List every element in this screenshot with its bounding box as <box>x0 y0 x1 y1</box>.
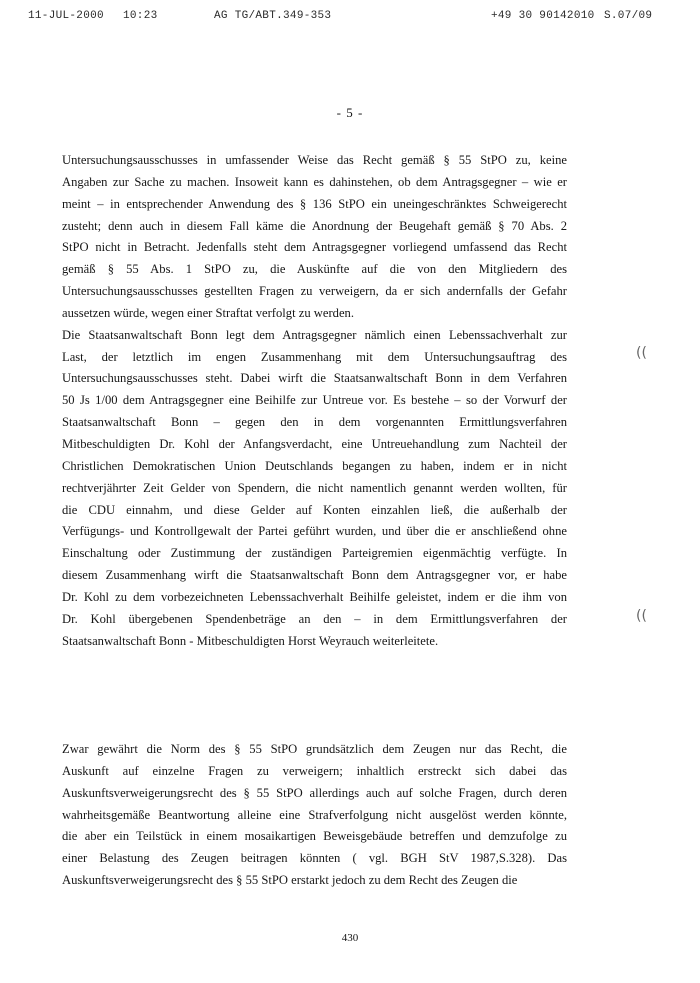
text-line: Dr. Kohl zu dem vorbezeichneten Lebenssachverhalt Beihilfe geleistet, indem er die ihm von <box>62 589 567 604</box>
text-line: Auskunftsverweigerungsrecht des § 55 StPO allerdings auch auf solche Fragen, durch deren <box>62 785 567 800</box>
text-line: Untersuchungsausschusses gestellten Fragen zu verweigern, da er sich andernfalls der Gefahr <box>62 284 567 299</box>
fax-header <box>0 10 700 30</box>
text-line: aussetzen würde, wegen einer Straftat verfolgt zu werden. <box>62 305 354 320</box>
margin-mark: (( <box>636 608 647 624</box>
fax-page: S.07/09 <box>604 10 653 22</box>
text-line: einer Belastung des Zeugen beitragen könnten ( vgl. BGH StV 1987,S.328). Das <box>62 851 567 866</box>
text-line: Mitbeschuldigten Dr. Kohl der Anfangsverdacht, eine Untreuehandlung zum Nachteil der <box>62 436 567 451</box>
footer-page-number: 430 <box>341 932 359 944</box>
text-line: StPO nicht in Betracht. Jedenfalls steht dem Antragsgegner vorliegend umfassend das Recht <box>62 240 567 255</box>
text-line: Verfügungs- und Kontrollgewalt der Partei geführt wurden, und über die er anschließend ohne <box>62 524 567 539</box>
text-line: Staatsanwaltschaft Bonn – gegen den in dem vorgenannten Ermittlungsverfahren <box>62 415 567 430</box>
text-line: Angaben zur Sache zu machen. Insoweit kann es dahinstehen, ob dem Antragsgegner – wie er <box>62 174 567 189</box>
text-line: Untersuchungsausschusses steht. Dabei wirft die Staatsanwaltschaft Bonn in dem Verfahren <box>62 371 567 386</box>
fax-time: 10:23 <box>123 10 158 22</box>
text-line: Die Staatsanwaltschaft Bonn legt dem Antragsgegner nämlich einen Lebenssachverhalt zur <box>62 327 567 342</box>
text-line: Zwar gewährt die Norm des § 55 StPO grundsätzlich dem Zeugen nur das Recht, die <box>62 742 567 756</box>
text-line: Untersuchungsausschusses in umfassender Weise das Recht gemäß § 55 StPO zu, keine <box>62 153 567 167</box>
text-line: die aber ein Teilstück in einem mosaikartigen Beweisgebäude betreffen und demzufolge zu <box>62 829 567 844</box>
paragraph-1 <box>62 150 567 652</box>
text-line: diesem Zusammenhang wirft die Staatsanwaltschaft Bonn dem Antragsgegner vor, er habe <box>62 568 567 583</box>
text-line: gemäß § 55 Abs. 1 StPO zu, die Auskünfte auf die von den Mitgliedern des <box>62 262 567 277</box>
text-line: meint – in entsprechender Anwendung des § 136 StPO ein uneingeschränktes Schweigerecht <box>62 196 567 211</box>
page-marker: - 5 - <box>336 105 364 120</box>
paragraph-2 <box>62 739 567 892</box>
fax-sender: AG TG/ABT.349-353 <box>214 10 332 22</box>
text-line: Auskunftsverweigerungsrecht des § 55 StPO erstarkt jedoch zu dem Recht des Zeugen die <box>62 873 518 888</box>
margin-mark: (( <box>636 345 647 361</box>
text-line: Dr. Kohl übergebenen Spendenbeträge an den – in dem Ermittlungsverfahren der <box>62 611 567 626</box>
text-line: rechtverjährter Zeit Gelder von Spendern, die nicht namentlich genannt werden wollten, für <box>62 480 567 495</box>
text-line: Last, der letztlich im engen Zusammenhang mit dem Untersuchungsauftrag des <box>62 349 567 364</box>
text-line: 50 Js 1/00 dem Antragsgegner eine Beihilfe zur Untreue vor. Es bestehe – so der Vorwurf der <box>62 393 567 408</box>
fax-date: 11-JUL-2000 <box>28 10 104 22</box>
text-line: Einschaltung oder Zustimmung der zuständigen Parteigremien eigenmächtig verfügte. In <box>62 546 567 561</box>
fax-phone: +49 30 90142010 <box>491 10 595 22</box>
text-line: Staatsanwaltschaft Bonn - Mitbeschuldigten Horst Weyrauch weiterleitete. <box>62 633 439 648</box>
text-line: Christlichen Demokratischen Union Deutschlands begangen zu haben, indem er in nicht <box>62 458 567 473</box>
text-line: wahrheitsgemäße Beantwortung alleine eine Strafverfolgung nicht ausgelöst werden könnte, <box>62 807 567 822</box>
text-line: Auskunft auf einzelne Fragen zu verweigern; inhaltlich erstreckt sich dabei das <box>62 763 567 778</box>
text-line: die CDU einnahm, und diese Gelder auf Konten einzahlen ließ, die außerhalb der <box>62 502 567 517</box>
text-line: zusteht; denn auch in diesem Fall käme die Anordnung der Beugehaft gemäß § 70 Abs. 2 <box>62 218 567 233</box>
